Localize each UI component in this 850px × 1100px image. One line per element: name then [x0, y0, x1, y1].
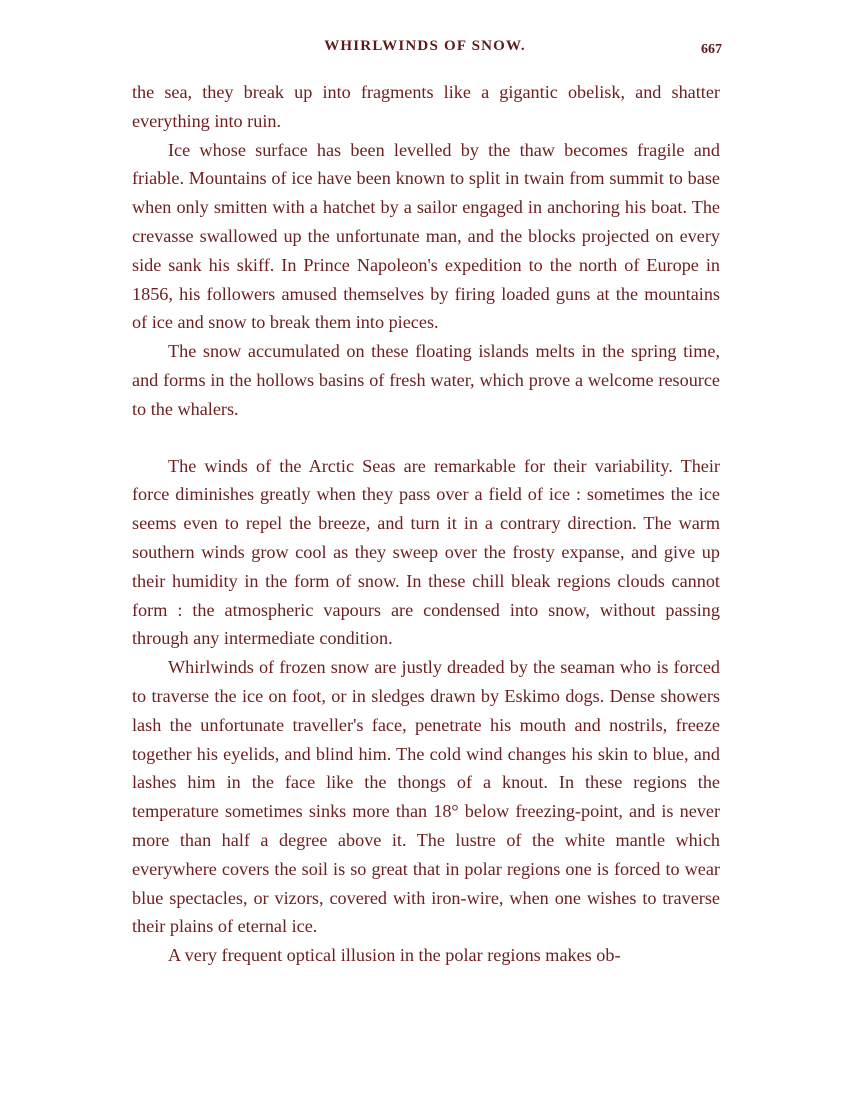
page-number: 667 [701, 42, 722, 57]
section-gap [132, 424, 720, 452]
paragraph-whirlwinds: Whirlwinds of frozen snow are justly dreaded by the seaman who is forced to traverse the ice on foot, or in sledges drawn by Eskimo dogs. Dense showers lash the unfortunate traveller's face, penetrate his mouth and nostrils, freeze together his eyelids, and blind him. The cold wind changes his skin to blue, and lashes him in the face like the thongs of a knout. In these regions the temperature sometimes sinks more than 18° below freezing-point, and is never more than half a degree above it. The lustre of the white mantle which everywhere covers the soil is so great that in polar regions one is forced to wear blue spectacles, or vizors, covered with iron-wire, when one wishes to traverse their plains of eternal ice. [132, 657, 720, 937]
paragraph-ice-fragility: Ice whose surface has been levelled by the thaw becomes fragile and friable. Mountains of ice have been known to split in twain from summit to base when only smitten with a hatchet by a sailor engaged in anchoring his boat. The crevasse swallowed up the unfortunate man, and the blocks projected on every side sank his skiff. In Prince Napoleon's expedition to the north of Europe in 1856, his followers amused themselves by firing loaded guns at the mountains of ice and snow to break them into pieces. [132, 139, 720, 333]
paragraph-continuation: the sea, they break up into fragments like a gigantic obelisk, and shatter everything into ruin. [132, 82, 720, 131]
body-text [132, 78, 720, 970]
paragraph-arctic-winds: The winds of the Arctic Seas are remarkable for their variability. Their force diminishes greatly when they pass over a field of ice : sometimes the ice seems even to repel the breeze, and turn it in a contrary direction. The warm southern winds grow cool as they sweep over the frosty expanse, and give up their humidity in the form of snow. In these chill bleak regions clouds cannot form : the atmospheric vapours are condensed into snow, without passing through any intermediate condition. [132, 455, 720, 649]
running-title: WHIRLWINDS OF SNOW. [324, 38, 526, 54]
paragraph-floating-islands: The snow accumulated on these floating islands melts in the spring time, and forms in the hollows basins of fresh water, which prove a welcome resource to the whalers. [132, 341, 720, 419]
paragraph-optical-illusion: A very frequent optical illusion in the polar regions makes ob- [168, 945, 621, 966]
running-head [0, 38, 850, 62]
